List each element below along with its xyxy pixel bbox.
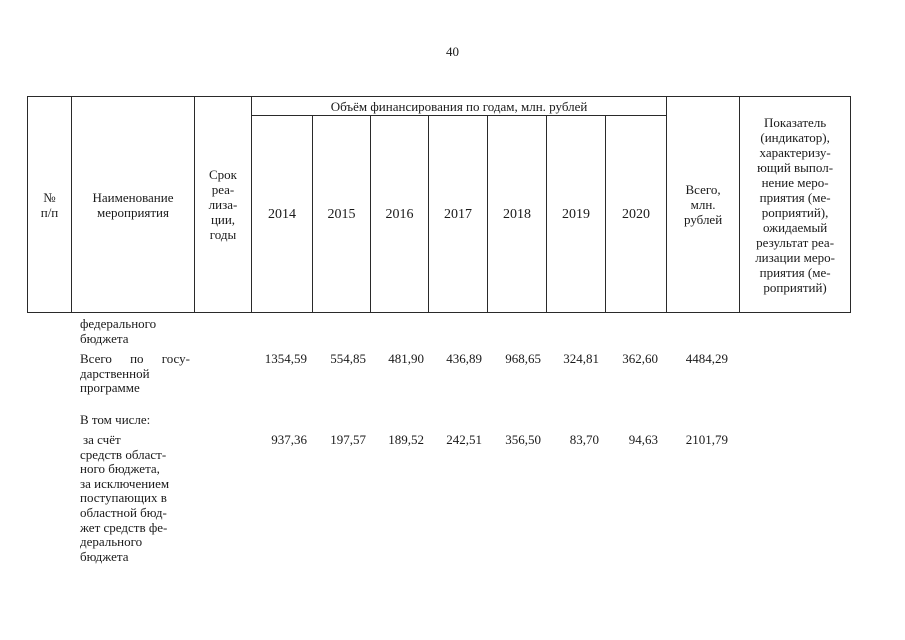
year-header-2020: 2020	[606, 116, 667, 313]
value-2015: 197,57	[330, 432, 366, 447]
col-total-header	[667, 97, 740, 313]
col-indicator-line: ющий выпол-	[757, 159, 834, 175]
col-indicator-line: ожидаемый	[763, 219, 828, 235]
col-term-header	[195, 97, 252, 313]
value-2018: 356,50	[505, 432, 541, 447]
col-term-line: лиза-	[208, 197, 238, 212]
col-indicator-line: Показатель	[763, 114, 827, 130]
row-label	[80, 413, 190, 428]
col-number-line: №	[43, 189, 56, 205]
col-indicator-line: приятия (ме-	[759, 189, 831, 205]
row-label-line: бюджета	[80, 330, 129, 346]
year-header-2017: 2017	[429, 116, 488, 313]
row-label	[80, 352, 190, 396]
col-number-header	[28, 97, 72, 313]
row-label-line: средств област-	[80, 446, 167, 462]
col-name-line: Наименование	[92, 189, 174, 205]
col-name-line: мероприятия	[96, 204, 169, 220]
value-2020: 362,60	[622, 351, 658, 366]
year-header-2016: 2016	[371, 116, 429, 313]
value-2015: 554,85	[330, 351, 366, 366]
col-term-line: годы	[209, 227, 237, 242]
col-total-line: Всего,	[685, 182, 721, 197]
value-2017: 242,51	[446, 432, 482, 447]
col-indicator-line: нение меро-	[761, 174, 829, 190]
row-label-line: поступающих в	[80, 490, 167, 506]
row-label-line: программе	[80, 380, 140, 396]
row-label-line: жет средств фе-	[80, 519, 168, 535]
row-label-line: за исключением	[80, 475, 170, 491]
value-2017: 436,89	[446, 351, 482, 366]
col-indicator-line: (индикатор),	[760, 129, 830, 145]
value-2018: 968,65	[505, 351, 541, 366]
col-indicator-line: приятия (ме-	[759, 264, 831, 280]
col-term-line: Срок	[209, 167, 237, 182]
value-2014: 937,36	[271, 432, 307, 447]
col-indicator-line: лизации меро-	[755, 249, 835, 265]
row-label-line: областной бюд-	[80, 504, 167, 520]
funding-title-header: Объём финансирования по годам, млн. рублей	[252, 97, 667, 116]
page-number: 40	[446, 44, 459, 59]
col-number-line: п/п	[40, 204, 59, 220]
row-label	[80, 317, 190, 346]
year-header-2019: 2019	[547, 116, 606, 313]
value-2019: 324,81	[563, 351, 599, 366]
row-label-line: за счёт	[83, 432, 121, 447]
row-label	[80, 433, 190, 564]
col-indicator-line: роприятий)	[763, 279, 827, 295]
row-label-line: дарственной	[80, 365, 150, 381]
row-label-line: Всего по госу-	[80, 351, 190, 366]
value-total: 2101,79	[685, 432, 728, 447]
col-term-line: ции,	[210, 212, 236, 227]
col-indicator-header	[740, 97, 851, 313]
year-header-2014: 2014	[252, 116, 313, 313]
col-total-line: млн.	[690, 197, 716, 212]
col-indicator-line: характеризу-	[759, 144, 831, 160]
row-label-line: В том числе:	[80, 412, 151, 427]
value-2016: 481,90	[388, 351, 424, 366]
year-header-2015: 2015	[313, 116, 371, 313]
col-total-line: рублей	[684, 212, 723, 227]
value-2016: 189,52	[388, 432, 424, 447]
value-total: 4484,29	[685, 351, 728, 366]
value-2020: 94,63	[628, 432, 658, 447]
col-name-header	[72, 97, 195, 313]
row-label-line: ного бюджета,	[80, 461, 160, 477]
value-2019: 83,70	[569, 432, 599, 447]
value-2014: 1354,59	[264, 351, 307, 366]
row-label-line: дерального	[80, 534, 143, 550]
col-term-line: реа-	[211, 182, 235, 197]
funding-table-header	[27, 96, 851, 313]
year-header-2018: 2018	[488, 116, 547, 313]
col-indicator-line: результат реа-	[756, 234, 835, 250]
row-label-line: федерального	[80, 316, 157, 331]
row-label-line: бюджета	[80, 548, 129, 564]
col-indicator-line: роприятий),	[761, 204, 829, 220]
